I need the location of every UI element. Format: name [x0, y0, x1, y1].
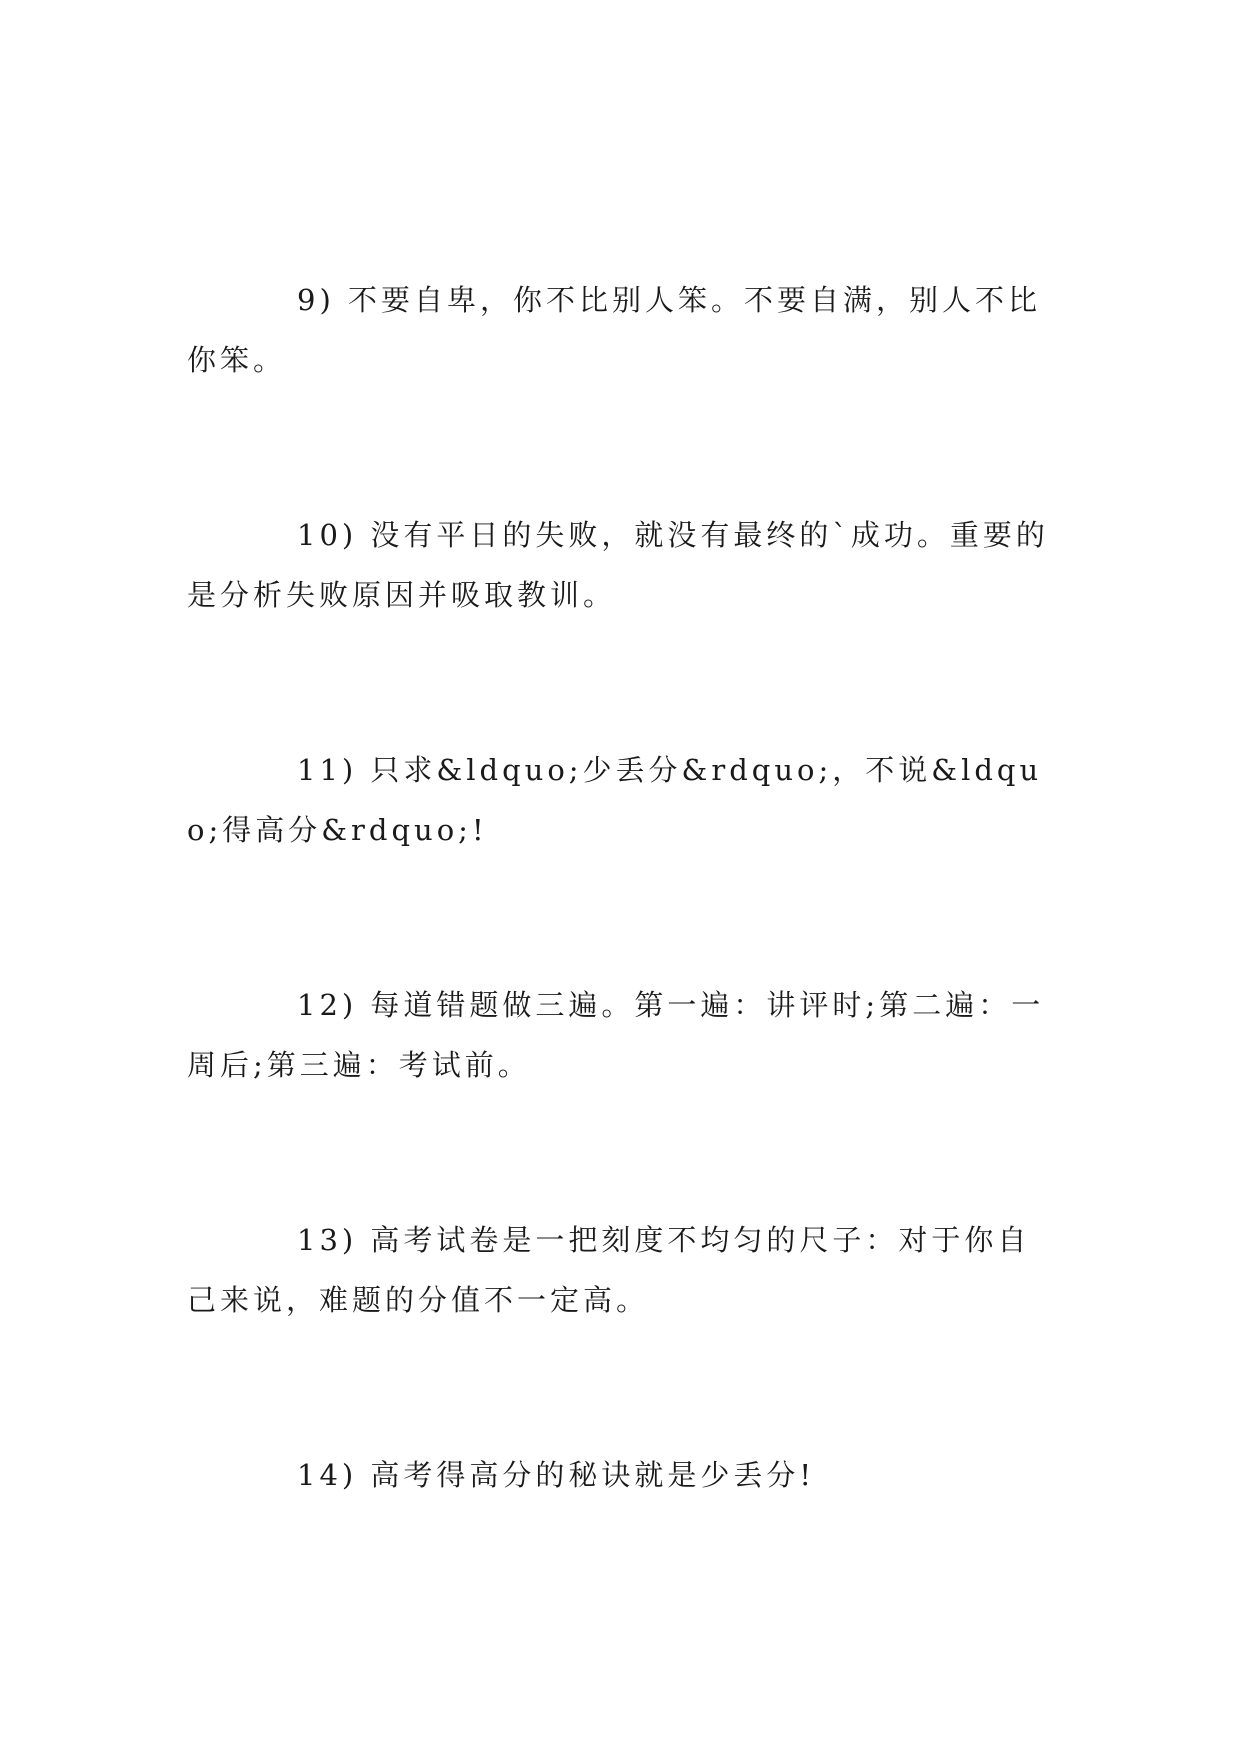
paragraph-10: 10) 没有平日的失败，就没有最终的`成功。重要的是分析失败原因并吸取教训。 — [187, 518, 1049, 612]
paragraph-12: 12) 每道错题做三遍。第一遍：讲评时;第二遍：一周后;第三遍：考试前。 — [187, 988, 1045, 1082]
paragraph-13: 13) 高考试卷是一把刻度不均匀的尺子：对于你自己来说，难题的分值不一定高。 — [187, 1223, 1031, 1317]
paragraph-14: 14) 高考得高分的秘诀就是少丢分! — [297, 1458, 816, 1492]
paragraph-9: 9) 不要自卑，你不比别人笨。不要自满，别人不比你笨。 — [187, 283, 1041, 377]
paragraph-11: 11) 只求&ldquo;少丢分&rdquo;，不说&ldquo;得高分&rdquo;! — [187, 753, 1043, 847]
